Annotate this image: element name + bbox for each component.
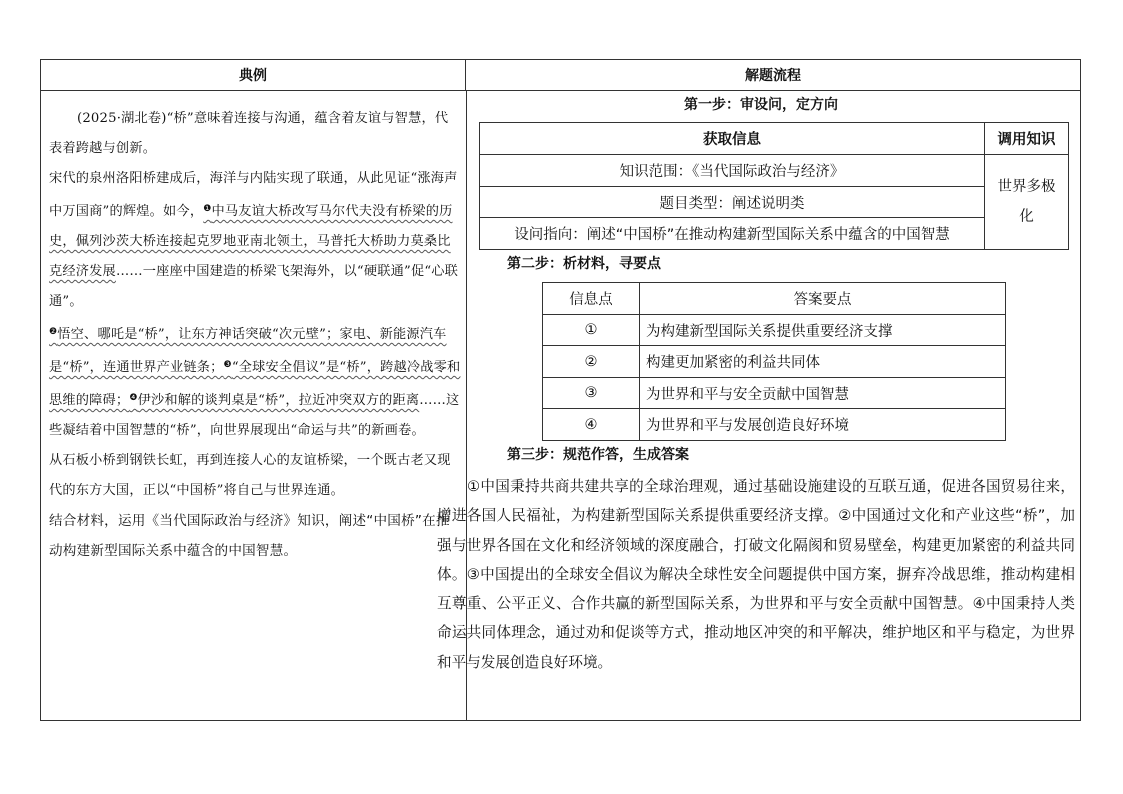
example-material-2 (49, 317, 461, 446)
marker-2: ❷ (49, 327, 58, 337)
step1-row-direction: 设问指向：阐述“中国桥”在推动构建新型国际关系中蕴含的中国智慧 (480, 218, 985, 250)
material-1-tail: ……一座座中国建造的桥梁飞架海外，以“硬联通”促“心联通”。 (49, 264, 459, 309)
header-example: 典例 (41, 60, 466, 91)
step1-row-type: 题目类型：阐述说明类 (480, 187, 985, 218)
example-content (49, 104, 461, 566)
step2-col-answer: 答案要点 (640, 283, 1006, 315)
step3-title: 第三步：规范作答，生成答案 (507, 447, 689, 463)
step2-col-point: 信息点 (543, 283, 640, 315)
material-1-highlight-text: 中马友谊大桥改写马尔代夫没有桥梁的历史，佩列沙茨大桥连接起克罗地亚南北领土，马普托大桥助力莫桑比克经济发展 (49, 204, 453, 279)
material-4-highlight (129, 393, 419, 408)
step1-col-knowledge: 调用知识 (985, 123, 1069, 155)
step2-table (542, 282, 1006, 441)
step2-point: ① (543, 315, 640, 346)
step1-col-info: 获取信息 (480, 123, 985, 155)
step2-point: ② (543, 346, 640, 378)
step2-answer: 为构建新型国际关系提供重要经济支撑 (640, 315, 1006, 346)
step1-table (479, 122, 1069, 250)
step1-knowledge: 世界多极化 (985, 155, 1069, 250)
material-3-highlight-text: “全球安全倡议”是“桥”，跨越冷战零和思维的障碍； (49, 360, 461, 408)
example-question: 结合材料，运用《当代国际政治与经济》知识，阐述“中国桥”在推动构建新型国际关系中蕴含的中国智慧。 (49, 513, 450, 559)
step2-answer: 为世界和平与安全贡献中国智慧 (640, 378, 1006, 409)
material-2-highlight-text: 悟空、哪吒是“桥”，让东方神话突破“次元壁”；家电、新能源汽车是“桥”，连通世界产业链条； (49, 327, 447, 375)
marker-1: ❶ (203, 204, 212, 214)
material-4-highlight-text: 伊沙和解的谈判桌是“桥”，拉近冲突双方的距离 (137, 393, 420, 408)
marker-3: ❸ (223, 360, 232, 370)
material-1-lead: 宋代的泉州洛阳桥建成后，海洋与内陆实现了联通，从此见证“涨海声中万国商”的辉煌。如今， (49, 171, 458, 219)
step2-point: ③ (543, 378, 640, 409)
step2-answer: 构建更加紧密的利益共同体 (640, 346, 1006, 378)
example-material-1 (49, 164, 461, 317)
example-material-3: 从石板小桥到钢铁长虹，再到连接人心的友谊桥梁，一个既古老又现代的东方大国，正以“中国桥”将自己与世界连通。 (49, 453, 451, 498)
header-solution-process: 解题流程 (466, 60, 1080, 91)
step1-title: 第一步：审设问，定方向 (684, 97, 838, 113)
step1-row-scope: 知识范围：《当代国际政治与经济》 (480, 155, 985, 187)
step2-answer: 为世界和平与发展创造良好环境 (640, 409, 1006, 441)
example-intro: (2025·湖北卷)“桥”意味着连接与沟通，蕴含着友谊与智慧，代表着跨越与创新。 (49, 111, 449, 156)
marker-4: ❹ (129, 393, 138, 403)
step3-answer-block (437, 472, 1075, 677)
step2-title: 第二步：析材料，寻要点 (507, 256, 661, 272)
material-2-tail: ……这些凝结着中国智慧的“桥”，向世界展现出“命运与共”的新画卷。 (49, 393, 460, 438)
step3-answer: ①中国秉持共商共建共享的全球治理观，通过基础设施建设的互联互通，促进各国贸易往来，增进各国人民福祉，为构建新型国际关系提供重要经济支撑。②中国通过文化和产业这些“桥”，加强与世界各国在文化和经济领域的深度融合，打破文化隔阂和贸易壁垒，构建更加紧密的利益共同体。③中国提出的全球安全倡议为解决全球性安全问题提供中国方案，摒弃冷战思维，推动构建相互尊重、公平正义、合作共赢的新型国际关系，为世界和平与安全贡献中国智慧。④中国秉持人类命运共同体理念，通过劝和促谈等方式，推动地区冲突的和平解决，维护地区和平与稳定，为世界和平与发展创造良好环境。 (437, 478, 1075, 671)
step2-point: ④ (543, 409, 640, 441)
